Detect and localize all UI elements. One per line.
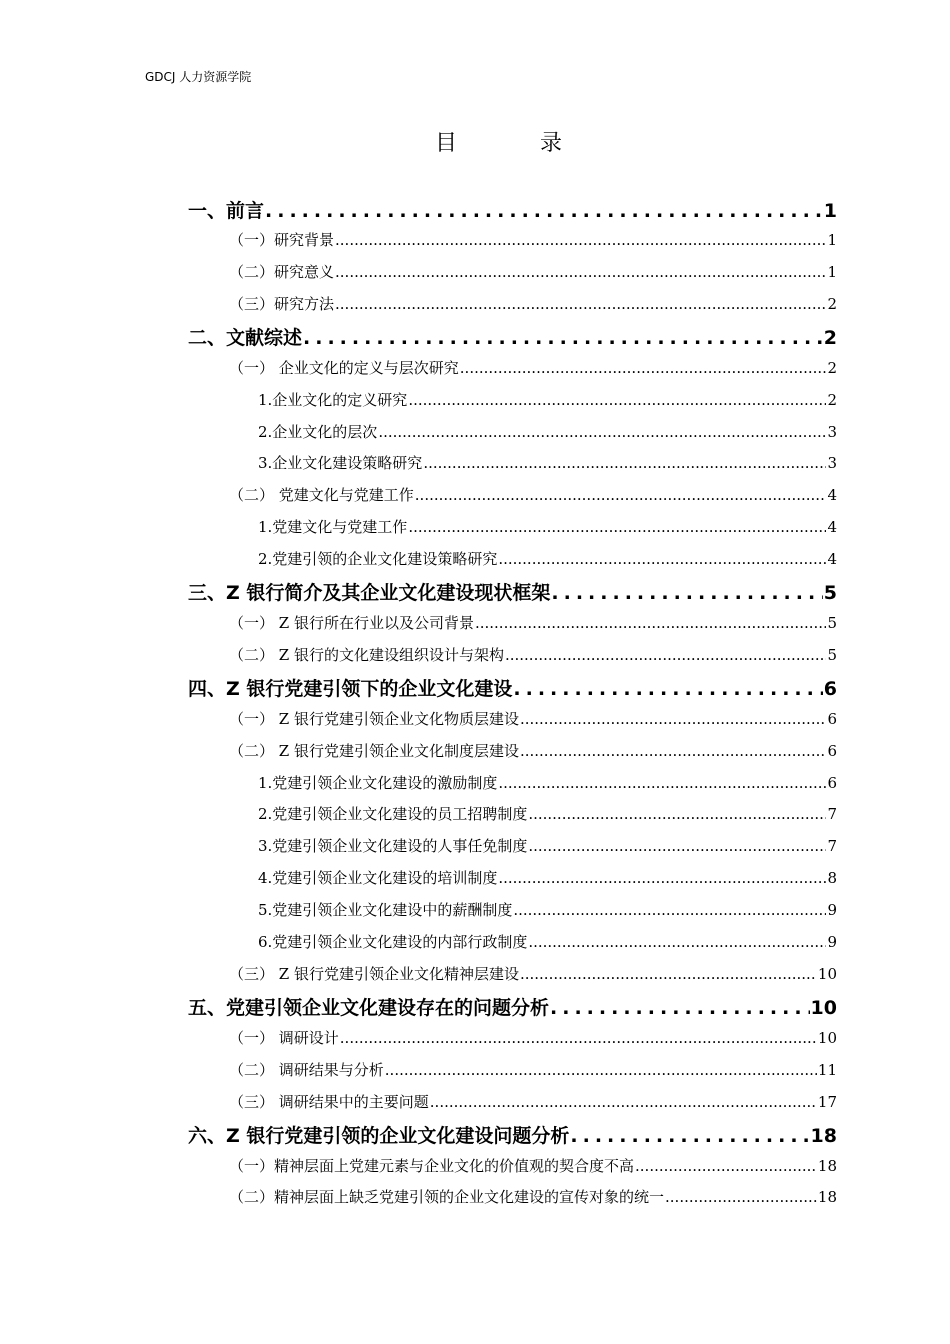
toc-dot-leader — [335, 231, 826, 249]
toc-entry[interactable] — [258, 835, 837, 856]
toc-dot-leader — [498, 550, 826, 568]
toc-entry-title: （三） Z 银行党建引领企业文化精神层建设 — [229, 965, 519, 983]
toc-dot-leader — [520, 742, 826, 760]
toc-entry-page-number: 4 — [827, 550, 837, 568]
toc-dot-leader — [408, 518, 826, 536]
toc-entry[interactable] — [229, 229, 837, 250]
toc-entry-page-number: 18 — [817, 1157, 837, 1175]
toc-entry-page-number: 1 — [823, 200, 837, 222]
toc-dot-leader — [265, 200, 823, 222]
toc-dot-leader — [408, 391, 826, 409]
toc-dot-leader — [528, 837, 826, 855]
toc-entry-title: （二）精神层面上缺乏党建引领的企业文化建设的宣传对象的统一 — [229, 1188, 665, 1206]
toc-entry-page-number: 2 — [827, 359, 837, 377]
toc-dot-leader — [460, 359, 827, 377]
toc-entry-title: （二） Z 银行的文化建设组织设计与架构 — [229, 646, 504, 664]
toc-entry-title: （一）精神层面上党建元素与企业文化的价值观的契合度不高 — [229, 1157, 635, 1175]
toc-entry-page-number: 2 — [823, 327, 837, 349]
toc-entry[interactable] — [229, 612, 837, 633]
toc-entry[interactable] — [258, 899, 837, 920]
toc-entry[interactable] — [188, 578, 837, 605]
toc-dot-leader — [340, 1029, 817, 1047]
toc-dot-leader — [550, 997, 810, 1019]
toc-entry-page-number: 4 — [827, 518, 837, 536]
toc-dot-leader — [528, 805, 826, 823]
toc-entry[interactable] — [258, 389, 837, 410]
toc-dot-leader — [513, 678, 822, 700]
toc-entry-title: （二） 调研结果与分析 — [229, 1061, 384, 1079]
toc-dot-leader — [665, 1188, 817, 1206]
toc-entry-title: 六、Z 银行党建引领的企业文化建设问题分析 — [188, 1125, 570, 1147]
toc-entry[interactable] — [229, 1186, 837, 1207]
toc-entry-title: 3.党建引领企业文化建设的人事任免制度 — [258, 837, 528, 855]
toc-entry-page-number: 6 — [827, 774, 837, 792]
toc-entry-title: （二） Z 银行党建引领企业文化制度层建设 — [229, 742, 519, 760]
toc-dot-leader — [520, 710, 826, 728]
toc-entry[interactable] — [258, 931, 837, 952]
toc-entry-page-number: 9 — [827, 933, 837, 951]
toc-dot-leader — [415, 486, 827, 504]
toc-entry-title: 3.企业文化建设策略研究 — [258, 454, 423, 472]
toc-entry-page-number: 5 — [827, 646, 837, 664]
toc-entry[interactable] — [258, 803, 837, 824]
toc-entry[interactable] — [188, 323, 837, 350]
toc-dot-leader — [423, 454, 826, 472]
toc-entry[interactable] — [229, 963, 837, 984]
toc-entry-page-number: 1 — [827, 263, 837, 281]
toc-entry[interactable] — [258, 772, 837, 793]
toc-entry-title: （一） 调研设计 — [229, 1029, 339, 1047]
toc-dot-leader — [570, 1125, 809, 1147]
toc-entry-page-number: 6 — [827, 710, 837, 728]
toc-entry[interactable] — [229, 1059, 837, 1080]
toc-dot-leader — [385, 1061, 817, 1079]
toc-entry-page-number: 18 — [817, 1188, 837, 1206]
page-title: 目 录 — [435, 131, 600, 156]
toc-entry-page-number: 7 — [827, 837, 837, 855]
toc-entry[interactable] — [229, 357, 837, 378]
toc-dot-leader — [378, 423, 826, 441]
toc-entry-title: （三）研究方法 — [229, 295, 335, 313]
toc-entry-page-number: 7 — [827, 805, 837, 823]
toc-entry-page-number: 3 — [827, 423, 837, 441]
toc-entry-page-number: 10 — [817, 965, 837, 983]
toc-entry-page-number: 11 — [817, 1061, 837, 1079]
toc-dot-leader — [528, 933, 826, 951]
toc-entry[interactable] — [258, 421, 837, 442]
toc-dot-leader — [335, 263, 826, 281]
toc-dot-leader — [498, 869, 826, 887]
toc-entry[interactable] — [229, 1155, 837, 1176]
toc-entry[interactable] — [229, 644, 837, 665]
toc-entry-title: 1.党建引领企业文化建设的激励制度 — [258, 774, 498, 792]
toc-dot-leader — [520, 965, 817, 983]
toc-entry[interactable] — [229, 261, 837, 282]
toc-entry-title: 2.党建引领的企业文化建设策略研究 — [258, 550, 498, 568]
toc-dot-leader — [475, 614, 826, 632]
toc-entry-title: （一） Z 银行党建引领企业文化物质层建设 — [229, 710, 519, 728]
toc-entry-page-number: 18 — [810, 1125, 837, 1147]
toc-entry[interactable] — [229, 293, 837, 314]
toc-entry-title: 6.党建引领企业文化建设的内部行政制度 — [258, 933, 528, 951]
toc-entry-page-number: 9 — [827, 901, 837, 919]
toc-entry-page-number: 6 — [827, 742, 837, 760]
toc-dot-leader — [513, 901, 826, 919]
toc-entry-title: （一） Z 银行所在行业以及公司背景 — [229, 614, 474, 632]
toc-entry-title: 一、前言 — [188, 200, 265, 222]
toc-dot-leader — [635, 1157, 817, 1175]
toc-dot-leader — [335, 295, 826, 313]
toc-entry-title: （三） 调研结果中的主要问题 — [229, 1093, 429, 1111]
toc-entry-page-number: 10 — [817, 1029, 837, 1047]
toc-entry-title: （二）研究意义 — [229, 263, 335, 281]
toc-entry-page-number: 10 — [810, 997, 837, 1019]
toc-entry-title: 4.党建引领企业文化建设的培训制度 — [258, 869, 498, 887]
toc-entry-page-number: 2 — [827, 391, 837, 409]
toc-entry-page-number: 6 — [823, 678, 837, 700]
toc-dot-leader — [303, 327, 823, 349]
toc-dot-leader — [505, 646, 826, 664]
toc-entry-page-number: 2 — [827, 295, 837, 313]
toc-entry-page-number: 3 — [827, 454, 837, 472]
toc-entry-title: 五、党建引领企业文化建设存在的问题分析 — [188, 997, 550, 1019]
page-header: GDCJ 人力资源学院 — [145, 70, 252, 84]
toc-entry-page-number: 5 — [823, 582, 837, 604]
toc-entry-page-number: 5 — [827, 614, 837, 632]
toc-entry[interactable] — [258, 516, 837, 537]
toc-entry-title: 1.党建文化与党建工作 — [258, 518, 408, 536]
toc-entry-title: 2.党建引领企业文化建设的员工招聘制度 — [258, 805, 528, 823]
toc-entry-title: 二、文献综述 — [188, 327, 303, 349]
toc-entry[interactable] — [188, 1121, 837, 1148]
toc-entry-page-number: 1 — [827, 231, 837, 249]
toc-entry[interactable] — [229, 1027, 837, 1048]
toc-entry[interactable] — [258, 452, 837, 473]
toc-entry[interactable] — [258, 867, 837, 888]
toc-entry[interactable] — [188, 196, 837, 223]
toc-dot-leader — [551, 582, 822, 604]
toc-entry-title: （一） 企业文化的定义与层次研究 — [229, 359, 459, 377]
toc-entry[interactable] — [229, 484, 837, 505]
toc-entry-title: 1.企业文化的定义研究 — [258, 391, 408, 409]
toc-entry-page-number: 8 — [827, 869, 837, 887]
toc-entry-title: 2.企业文化的层次 — [258, 423, 378, 441]
toc-dot-leader — [430, 1093, 817, 1111]
toc-entry-title: 三、Z 银行简介及其企业文化建设现状框架 — [188, 582, 551, 604]
toc-dot-leader — [498, 774, 826, 792]
toc-entry-title: （一）研究背景 — [229, 231, 335, 249]
toc-entry[interactable] — [229, 1091, 837, 1112]
toc-entry-page-number: 17 — [817, 1093, 837, 1111]
toc-entry[interactable] — [229, 708, 837, 729]
toc-entry-page-number: 4 — [827, 486, 837, 504]
toc-entry[interactable] — [188, 674, 837, 701]
toc-entry-title: 5.党建引领企业文化建设中的薪酬制度 — [258, 901, 513, 919]
toc-entry-title: （二） 党建文化与党建工作 — [229, 486, 414, 504]
toc-entry-title: 四、Z 银行党建引领下的企业文化建设 — [188, 678, 513, 700]
toc-entry[interactable] — [258, 548, 837, 569]
toc-entry[interactable] — [188, 993, 837, 1020]
toc-entry[interactable] — [229, 740, 837, 761]
